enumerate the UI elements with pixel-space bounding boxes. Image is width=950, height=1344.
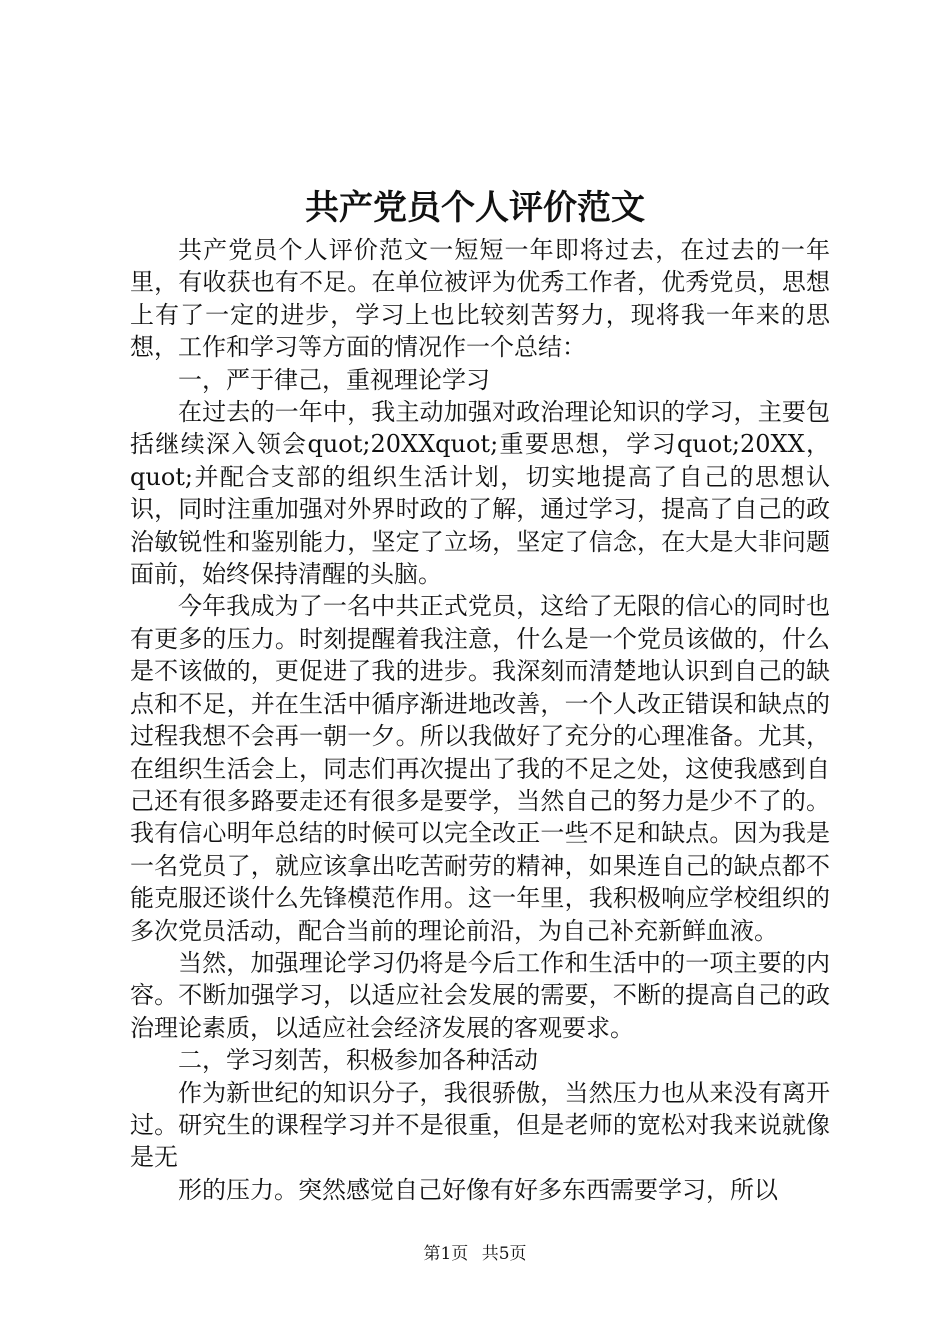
page-footer [0, 1243, 950, 1265]
section-heading-1: 一，严于律己，重视理论学习 [178, 365, 490, 394]
paragraph-continued-study: 当然，加强理论学习仍将是今后工作和生活中的一项主要的内容。不断加强学习，以适应社会发展的需要，不断的提高自己的政治理论素质，以适应社会经济发展的客观要求。 [130, 948, 830, 1042]
page-number: 第1页 [423, 1244, 469, 1264]
paragraph-new-era: 作为新世纪的知识分子，我很骄傲，当然压力也从来没有离开过。研究生的课程学习并不是很重，但是老师的宽松对我来说就像是无 [130, 1078, 830, 1172]
document-body [130, 234, 830, 1206]
paragraph-pressure: 形的压力。突然感觉自己好像有好多东西需要学习，所以 [178, 1175, 778, 1204]
paragraph-party-member: 今年我成为了一名中共正式党员，这给了无限的信心的同时也有更多的压力。时刻提醒着我注意，什么是一个党员该做的，什么是不该做的，更促进了我的进步。我深刻而清楚地认识到自己的缺点和不足，并在生活中循序渐进地改善，一个人改正错误和缺点的过程我想不会再一朝一夕。所以我做好了充分的心理准备。尤其，在组织生活会上，同志们再次提出了我的不足之处，这使我感到自己还有很多路要走还有很多是要学，当然自己的努力是少不了的。我有信心明年总结的时候可以完全改正一些不足和缺点。因为我是一名党员了，就应该拿出吃苦耐劳的精神，如果连自己的缺点都不能克服还谈什么先锋模范作用。这一年里，我积极响应学校组织的多次党员活动，配合当前的理论前沿，为自己补充新鲜血液。 [130, 592, 830, 945]
paragraph-theory-study: 在过去的一年中，我主动加强对政治理论知识的学习，主要包括继续深入领会quot;20XXquot;重要思想，学习quot;20XX，quot;并配合支部的组织生活计划，切实地提高了自己的思想认识，同时注重加强对外界时政的了解，通过学习，提高了自己的政治敏锐性和鉴别能力，坚定了立场，坚定了信念，在大是大非问题面前，始终保持清醒的头脑。 [130, 398, 830, 589]
section-heading-2: 二，学习刻苦，积极参加各种活动 [178, 1046, 538, 1075]
paragraph-intro: 共产党员个人评价范文一短短一年即将过去，在过去的一年里，有收获也有不足。在单位被评为优秀工作者，优秀党员，思想上有了一定的进步，学习上也比较刻苦努力，现将我一年来的思想，工作和学习等方面的情况作一个总结： [130, 236, 830, 362]
document-title: 共产党员个人评价范文 [305, 188, 645, 228]
page-total: 共5页 [481, 1244, 527, 1264]
